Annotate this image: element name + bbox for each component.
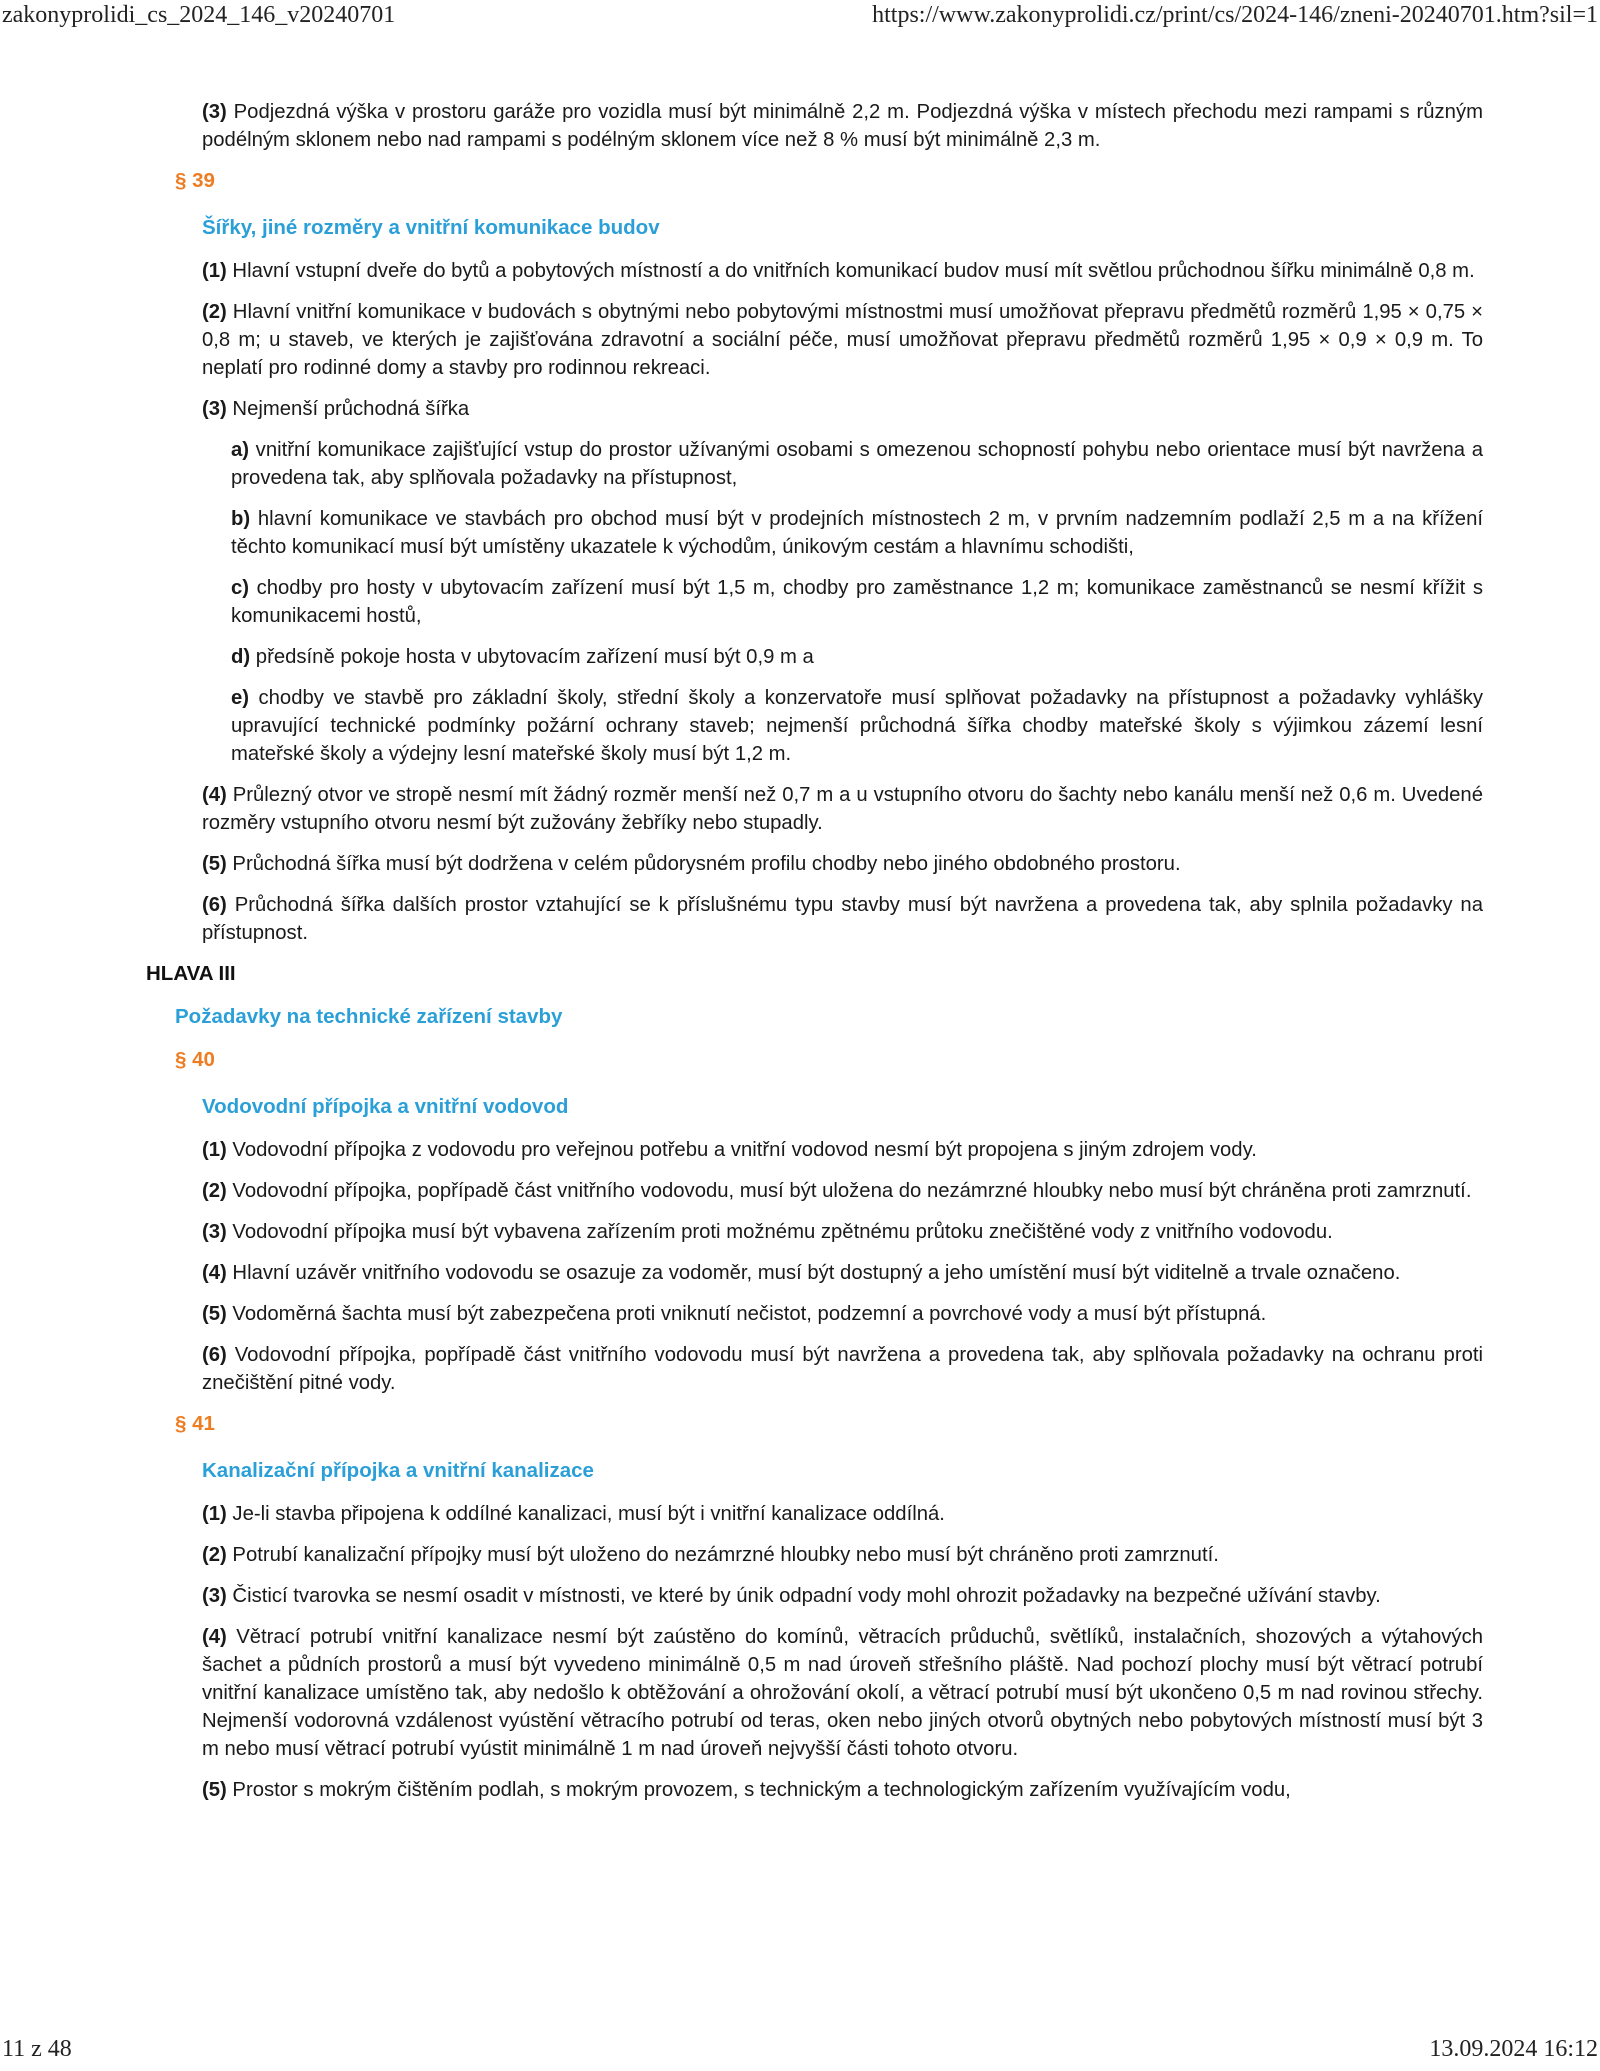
paragraph — [202, 1136, 1483, 1164]
paragraph-text: Vodovodní přípojka musí být vybavena zařízením proti možnému zpětnému průtoku znečištěné vody z vnitřního vodovodu. — [226, 1221, 1333, 1243]
paragraph — [202, 850, 1483, 878]
paragraph-text: Vodovodní přípojka, popřípadě část vnitřního vodovodu musí být navržena a provedena tak, aby splňovala požadavky na ochranu proti znečištění pitné vody. — [202, 1344, 1483, 1394]
paragraph — [202, 1582, 1483, 1610]
list-item — [231, 643, 1483, 671]
paragraph-text: Vodovodní přípojka, popřípadě část vnitřního vodovodu, musí být uložena do nezámrzné hloubky nebo musí být chráněna proti zamrznutí. — [226, 1180, 1472, 1202]
list-item — [231, 436, 1483, 492]
paragraph-text: Nejmenší průchodná šířka — [226, 398, 470, 420]
page-counter: 11 z 48 — [2, 2036, 72, 2062]
list-item-text: hlavní komunikace ve stavbách pro obchod musí být v prodejních místnostech 2 m, v prvním nadzemním podlaží 2,5 m a na křížení těchto komunikací musí být umístěny ukazatele k východům, únikovým cestám a hlavnímu schodišti, — [231, 508, 1483, 558]
paragraph — [202, 1259, 1483, 1287]
paragraph — [202, 257, 1483, 285]
paragraph — [202, 781, 1483, 837]
list-item-text: předsíně pokoje hosta v ubytovacím zařízení musí být 0,9 m a — [250, 646, 814, 668]
law-text — [0, 98, 1600, 1817]
list-item-letter: a) — [231, 439, 250, 461]
paragraph-number: (3) — [202, 1221, 227, 1243]
paragraph-number: (3) — [202, 101, 227, 123]
list-item — [231, 505, 1483, 561]
paragraph — [202, 98, 1483, 154]
paragraph — [202, 1541, 1483, 1569]
section-title: Kanalizační přípojka a vnitřní kanalizace — [202, 1459, 594, 1482]
paragraph-number: (3) — [202, 1585, 227, 1607]
paragraph-number: (4) — [202, 1262, 227, 1284]
paragraph-number: (2) — [202, 1180, 227, 1202]
section-title: Šířky, jiné rozměry a vnitřní komunikace budov — [202, 216, 660, 239]
paragraph-number: (6) — [202, 894, 227, 916]
paragraph-number: (6) — [202, 1344, 227, 1366]
paragraph-text: Větrací potrubí vnitřní kanalizace nesmí být zaústěno do komínů, větracích průduchů, světlíků, instalačních, shozových a výtahových šachet a půdních prostorů a musí být vyvedeno minimálně 0,5 m nad úroveň střešního pláště. Nad pochozí plochy musí být větrací potrubí vnitřní kanalizace umístěno tak, aby nedošlo k obtěžování a ohrožování okolí, a větrací potrubí musí být ukončeno 0,5 m nad rovinou střechy. Nejmenší vodorovná vzdálenost vyústění větracího potrubí od teras, oken nebo jiných otvorů obytných nebo pobytových místností musí být 3 m nebo musí větrací potrubí vyústit minimálně 1 m nad úroveň nejvyšší části tohoto otvoru. — [202, 1626, 1483, 1760]
list-item-text: vnitřní komunikace zajišťující vstup do prostor užívanými osobami s omezenou schopností pohybu nebo orientace musí být navržena a provedena tak, aby splňovala požadavky na přístupnost, — [231, 439, 1483, 489]
print-header — [0, 2, 1600, 32]
paragraph-text: Podjezdná výška v prostoru garáže pro vozidla musí být minimálně 2,2 m. Podjezdná výška v místech přechodu mezi rampami s různým podélným sklonem nebo nad rampami s podélným sklonem více než 8 % musí být minimálně 2,3 m. — [202, 101, 1483, 151]
paragraph-text: Je-li stavba připojena k oddílné kanalizaci, musí být i vnitřní kanalizace oddílná. — [226, 1503, 945, 1525]
paragraph — [202, 395, 1483, 423]
list-item-letter: c) — [231, 577, 250, 599]
section-number[interactable]: § 41 — [175, 1412, 215, 1435]
paragraph — [202, 1500, 1483, 1528]
paragraph-text: Čisticí tvarovka se nesmí osadit v místnosti, ve které by únik odpadní vody mohl ohrozit požadavky na bezpečné užívání stavby. — [226, 1585, 1381, 1607]
paragraph-number: (2) — [202, 1544, 227, 1566]
list-item-letter: d) — [231, 646, 251, 668]
list-item-text: chodby pro hosty v ubytovacím zařízení musí být 1,5 m, chodby pro zaměstnance 1,2 m; komunikace zaměstnanců se nesmí křížit s komunikacemi hostů, — [231, 577, 1483, 627]
paragraph — [202, 1177, 1483, 1205]
chapter-heading: HLAVA III — [146, 962, 236, 985]
print-footer — [0, 2036, 1600, 2066]
list-item-letter: e) — [231, 687, 250, 709]
paragraph-text: Vodovodní přípojka z vodovodu pro veřejnou potřebu a vnitřní vodovod nesmí být propojena s jiným zdrojem vody. — [226, 1139, 1257, 1161]
print-timestamp: 13.09.2024 16:12 — [1429, 2036, 1598, 2062]
paragraph-number: (1) — [202, 1139, 227, 1161]
paragraph-text: Průchodná šířka musí být dodržena v celém půdorysném profilu chodby nebo jiného obdobného prostoru. — [226, 853, 1181, 875]
paragraph-text: Průlezný otvor ve stropě nesmí mít žádný rozměr menší než 0,7 m a u vstupního otvoru do šachty nebo kanálu menší než 0,6 m. Uvedené rozměry vstupního otvoru nesmí být zužovány žebříky nebo stupadly. — [202, 784, 1483, 834]
paragraph-text: Průchodná šířka dalších prostor vztahující se k příslušnému typu stavby musí být navržena a provedena tak, aby splnila požadavky na přístupnost. — [202, 894, 1483, 944]
paragraph-number: (5) — [202, 1779, 227, 1801]
list-item — [231, 684, 1483, 768]
paragraph-text: Prostor s mokrým čištěním podlah, s mokrým provozem, s technickým a technologickým zařízením využívajícím vodu, — [226, 1779, 1291, 1801]
paragraph-text: Hlavní vnitřní komunikace v budovách s obytnými nebo pobytovými místnostmi musí umožňovat přepravu předmětů rozměrů 1,95 × 0,75 × 0,8 m; u staveb, ve kterých je zajišťována zdravotní a sociální péče, musí umožňovat přepravu předmětů rozměrů 1,95 × 0,9 × 0,9 m. To neplatí pro rodinné domy a stavby pro rodinnou rekreaci. — [202, 301, 1483, 379]
paragraph-number: (2) — [202, 301, 227, 323]
list-item — [231, 574, 1483, 630]
paragraph-number: (4) — [202, 784, 227, 806]
document-id: zakonyprolidi_cs_2024_146_v20240701 — [2, 2, 396, 28]
section-number[interactable]: § 40 — [175, 1048, 215, 1071]
paragraph-text: Vodoměrná šachta musí být zabezpečena proti vniknutí nečistot, podzemní a povrchové vody a musí být přístupná. — [226, 1303, 1267, 1325]
paragraph — [202, 1300, 1483, 1328]
paragraph — [202, 1341, 1483, 1397]
paragraph-number: (5) — [202, 1303, 227, 1325]
paragraph — [202, 1623, 1483, 1763]
paragraph-text: Hlavní vstupní dveře do bytů a pobytových místností a do vnitřních komunikací budov musí mít světlou průchodnou šířku minimálně 0,8 m. — [226, 260, 1475, 282]
chapter-title: Požadavky na technické zařízení stavby — [175, 1005, 563, 1028]
paragraph-number: (1) — [202, 1503, 227, 1525]
paragraph-number: (4) — [202, 1626, 227, 1648]
paragraph-text: Hlavní uzávěr vnitřního vodovodu se osazuje za vodoměr, musí být dostupný a jeho umístění musí být viditelně a trvale označeno. — [226, 1262, 1401, 1284]
print-url[interactable]: https://www.zakonyprolidi.cz/print/cs/2024-146/zneni-20240701.htm?sil=1 — [872, 2, 1598, 28]
section-title: Vodovodní přípojka a vnitřní vodovod — [202, 1095, 569, 1118]
paragraph-number: (5) — [202, 853, 227, 875]
paragraph-number: (3) — [202, 398, 227, 420]
paragraph-text: Potrubí kanalizační přípojky musí být uloženo do nezámrzné hloubky nebo musí být chráněno proti zamrznutí. — [226, 1544, 1219, 1566]
paragraph-number: (1) — [202, 260, 227, 282]
paragraph — [202, 298, 1483, 382]
paragraph — [202, 1776, 1483, 1804]
section-number[interactable]: § 39 — [175, 169, 215, 192]
paragraph — [202, 891, 1483, 947]
paragraph — [202, 1218, 1483, 1246]
list-item-letter: b) — [231, 508, 251, 530]
list-item-text: chodby ve stavbě pro základní školy, střední školy a konzervatoře musí splňovat požadavky na přístupnost a požadavky vyhlášky upravující technické podmínky požární ochrany staveb; nejmenší průchodná šířka chodby mateřské školy s výjimkou zázemí lesní mateřské školy a výdejny lesní mateřské školy musí být 1,2 m. — [231, 687, 1483, 765]
